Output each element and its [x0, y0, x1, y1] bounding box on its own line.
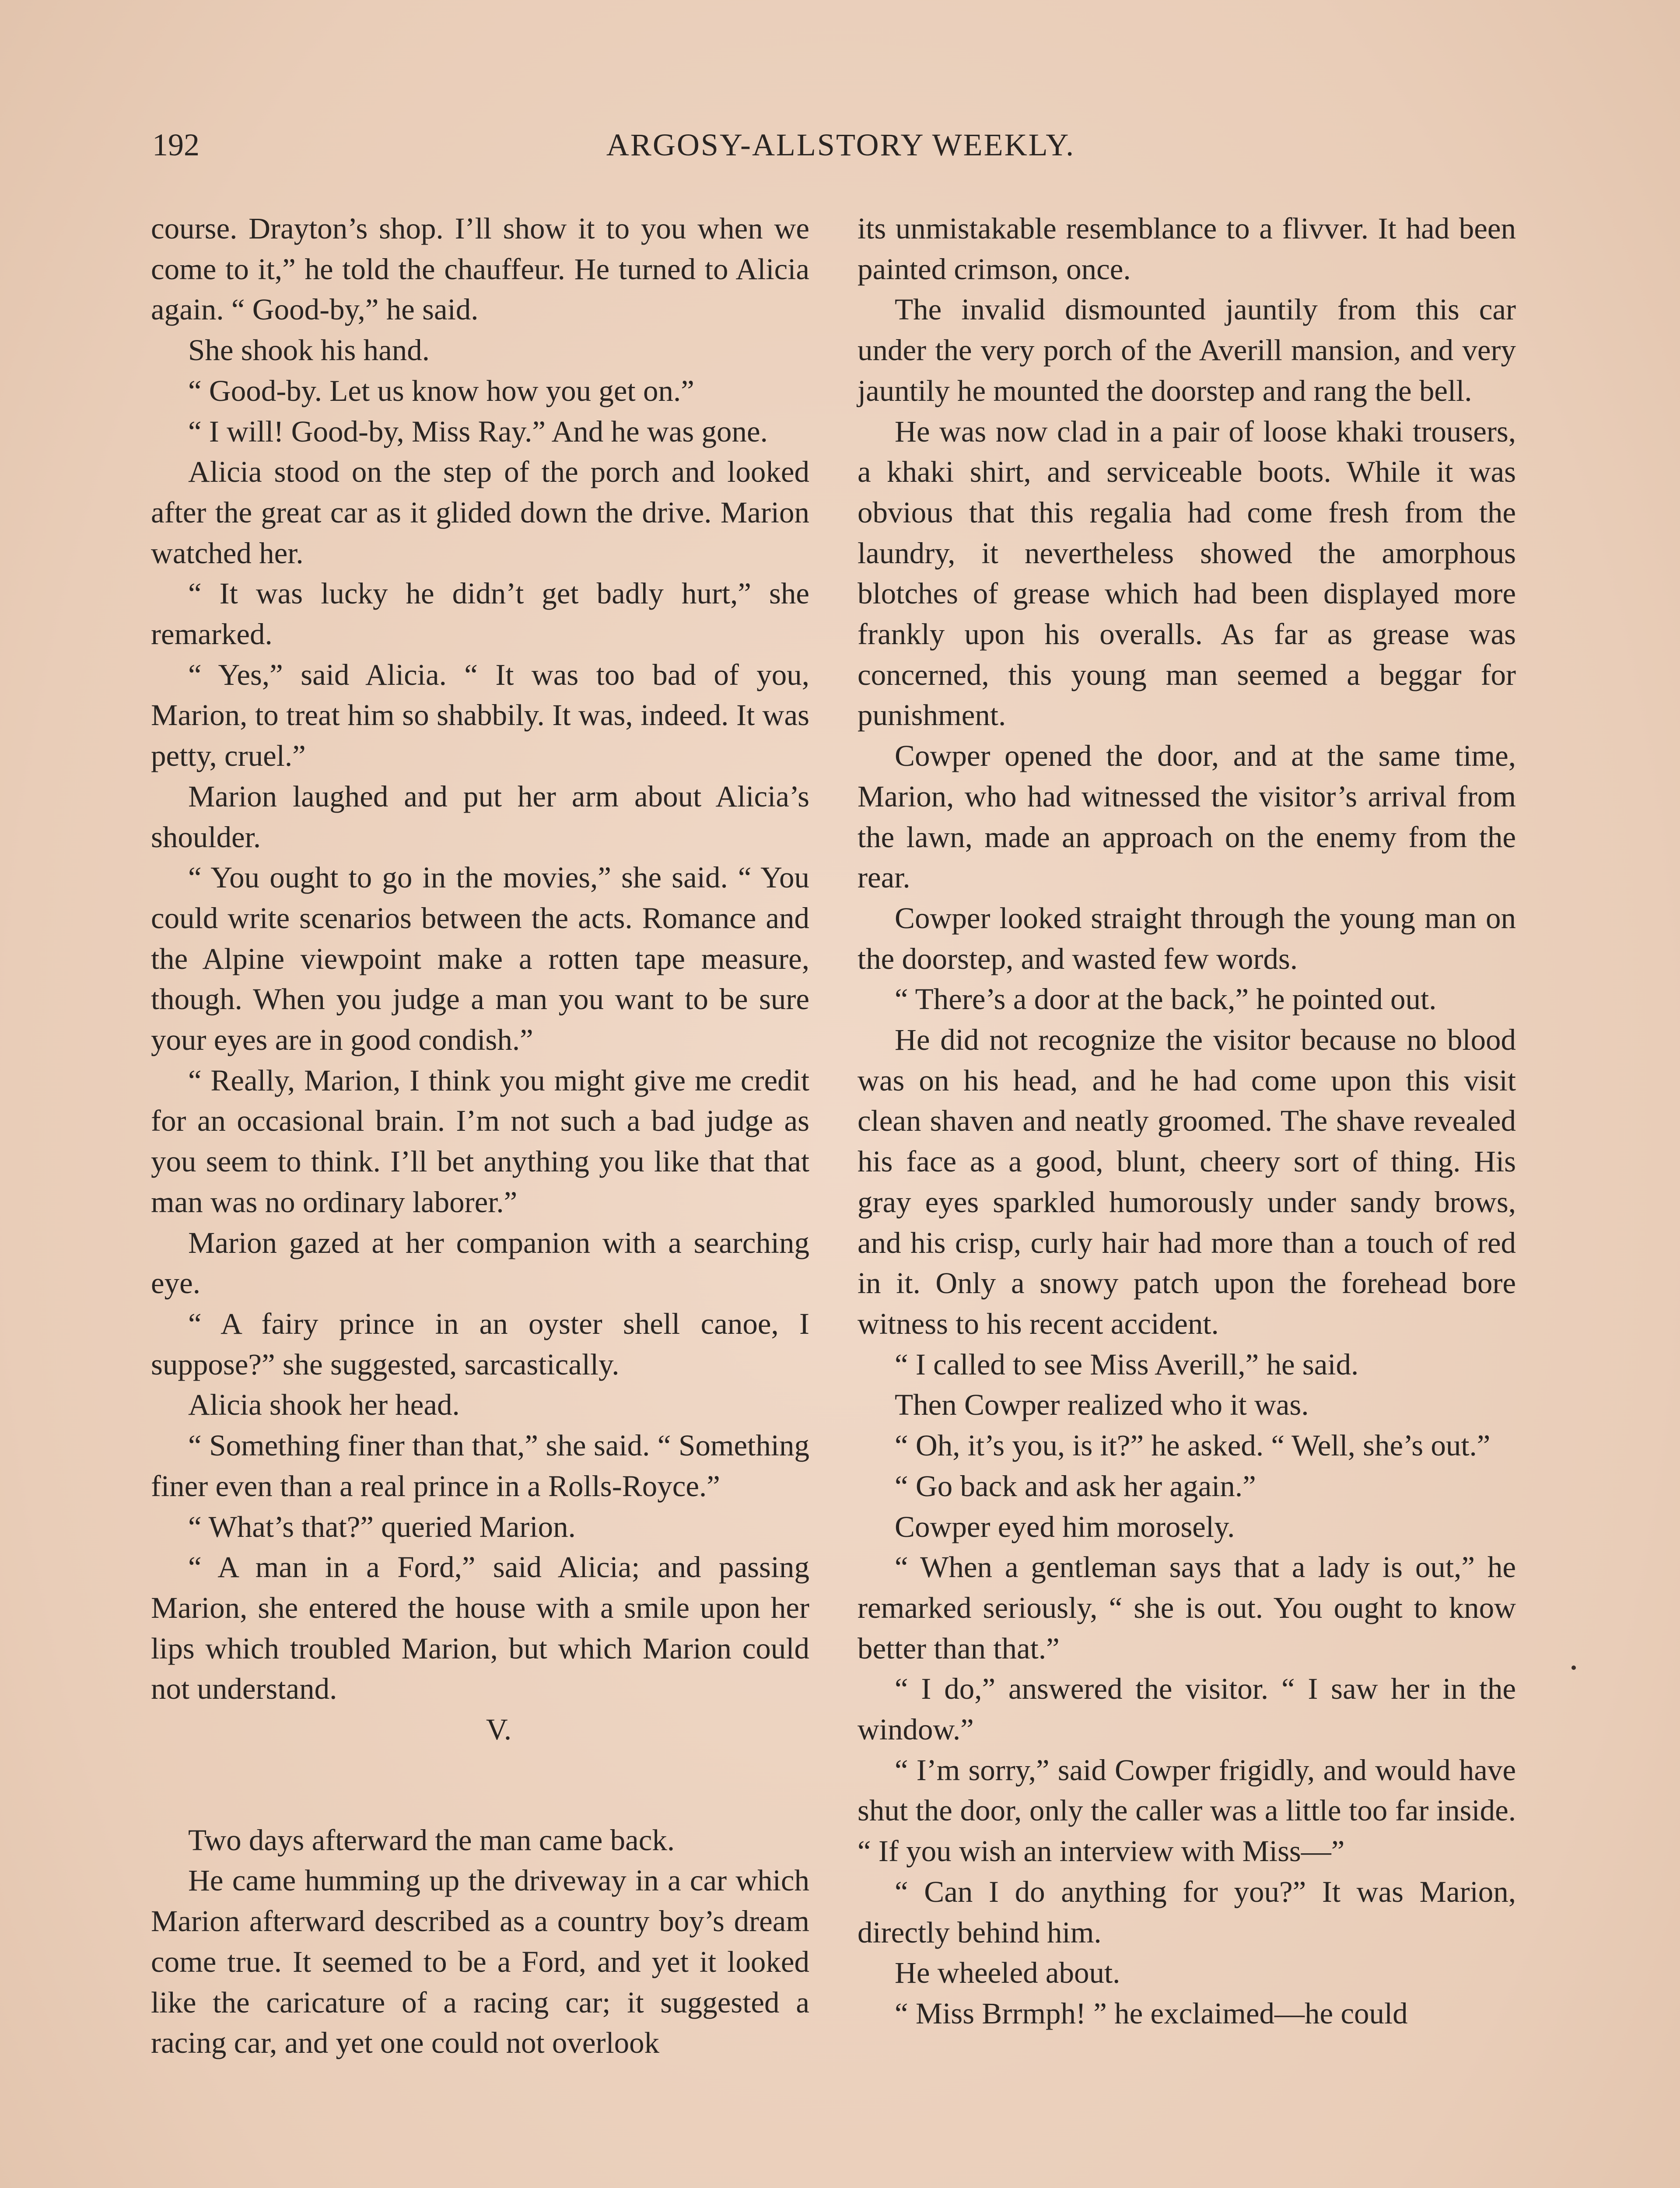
paragraph: Then Cowper realized who it was.	[895, 1388, 1309, 1422]
paragraph: “ Miss Brrmph! ” he exclaimed—he could	[895, 1996, 1408, 2030]
paragraph: Marion gazed at her companion with a searching eye.	[151, 1226, 809, 1300]
paragraph: “ A man in a Ford,” said Alicia; and passing Marion, she entered the house with a smile upon her lips which troubled Marion, but which Marion could not understand.	[151, 1550, 809, 1706]
right-column	[858, 208, 1516, 2034]
paragraph: He wheeled about.	[895, 1956, 1120, 1990]
paragraph: He did not recognize the visitor because no blood was on his head, and he had come upon this visit clean shaven and neatly groomed. The shave revealed his face as a good, blunt, cheery sort of thing. His gray eyes sparkled humorously under sandy brows, and his crisp, curly hair had more than a touch of red in it. Only a snowy patch upon the forehead bore witness to his recent accident.	[858, 1023, 1516, 1340]
paragraph: Marion laughed and put her arm about Alicia’s shoulder.	[151, 779, 809, 854]
left-column	[151, 208, 809, 2063]
paragraph: “ There’s a door at the back,” he pointed out.	[895, 982, 1437, 1016]
paragraph: “ What’s that?” queried Marion.	[188, 1510, 576, 1543]
paragraph: Cowper opened the door, and at the same time, Marion, who had witnessed the visitor’s arrival from the lawn, made an approach on the enemy from the rear.	[858, 739, 1516, 894]
paragraph: Cowper eyed him morosely.	[895, 1510, 1235, 1543]
paragraph: “ Go back and ask her again.”	[895, 1469, 1256, 1503]
paragraph: “ I will! Good-by, Miss Ray.” And he was gone.	[188, 414, 768, 448]
paragraph: Two days afterward the man came back.	[188, 1823, 675, 1857]
chapter-heading: V.	[486, 1713, 512, 1746]
paragraph: He was now clad in a pair of loose khaki trousers, a khaki shirt, and serviceable boots. While it was obvious that this regalia had come fresh from the laundry, it nevertheless showed the amorphous blotches of grease which had been displayed more frankly upon his overalls. As far as grease was concerned, this young man seemed a beggar for punishment.	[858, 414, 1516, 732]
paragraph: Alicia stood on the step of the porch and looked after the great car as it glided down the drive. Marion watched her.	[151, 455, 809, 570]
paragraph: He came humming up the driveway in a car which Marion afterward described as a country boy’s dream come true. It seemed to be a Ford, and yet it looked like the caricature of a racing car; it suggested a racing car, and yet one could not overlook	[151, 1864, 809, 2060]
paragraph: “ Something finer than that,” she said. “ Something finer even than a real prince in a Rolls-Royce.”	[151, 1429, 809, 1503]
paragraph: course. Drayton’s shop. I’ll show it to you when we come to it,” he told the chauffeur. He turned to Alicia again. “ Good-by,” he said.	[151, 212, 809, 326]
running-head: ARGOSY-ALLSTORY WEEKLY.	[606, 127, 1075, 162]
paragraph: Cowper looked straight through the young man on the doorstep, and wasted few words.	[858, 901, 1516, 975]
paragraph: “ I do,” answered the visitor. “ I saw her in the window.”	[858, 1672, 1516, 1746]
page-header	[152, 127, 1529, 175]
paragraph: The invalid dismounted jauntily from this car under the very porch of the Averill mansion, and very jauntily he mounted the doorstep and rang the bell.	[858, 293, 1516, 407]
paragraph: “ Really, Marion, I think you might give me credit for an occasional brain. I’m not such a bad judge as you seem to think. I’ll bet anything you like that that man was no ordinary laborer.”	[151, 1063, 809, 1219]
paragraph: “ Good-by. Let us know how you get on.”	[188, 374, 694, 407]
page-number: 192	[152, 127, 200, 162]
paragraph: “ I’m sorry,” said Cowper frigidly, and would have shut the door, only the caller was a little too far inside. “ If you wish an interview with Miss—”	[858, 1753, 1516, 1868]
paragraph: “ Can I do anything for you?” It was Marion, directly behind him.	[858, 1875, 1516, 1949]
paragraph: “ It was lucky he didn’t get badly hurt,” she remarked.	[151, 577, 809, 651]
paragraph: “ I called to see Miss Averill,” he said.	[895, 1347, 1359, 1381]
paragraph: “ Yes,” said Alicia. “ It was too bad of you, Marion, to treat him so shabbily. It was, indeed. It was petty, cruel.”	[151, 658, 809, 773]
paragraph: “ Oh, it’s you, is it?” he asked. “ Well, she’s out.”	[895, 1429, 1491, 1462]
paragraph: “ You ought to go in the movies,” she said. “ You could write scenarios between the acts. Romance and the Alpine viewpoint make a rotten tape measure, though. When you judge a man you want to be sure your eyes are in good condish.”	[151, 861, 809, 1057]
paragraph: Alicia shook her head.	[188, 1388, 460, 1422]
ink-speck	[1572, 1666, 1576, 1670]
paragraph: “ A fairy prince in an oyster shell canoe, I suppose?” she suggested, sarcastically.	[151, 1307, 809, 1381]
chapter-spacer	[151, 1750, 809, 1820]
paragraph: She shook his hand.	[188, 333, 430, 367]
paragraph: “ When a gentleman says that a lady is out,” he remarked seriously, “ she is out. You ought to know better than that.”	[858, 1550, 1516, 1665]
paragraph: its unmistakable resemblance to a flivver. It had been painted crimson, once.	[858, 212, 1516, 286]
